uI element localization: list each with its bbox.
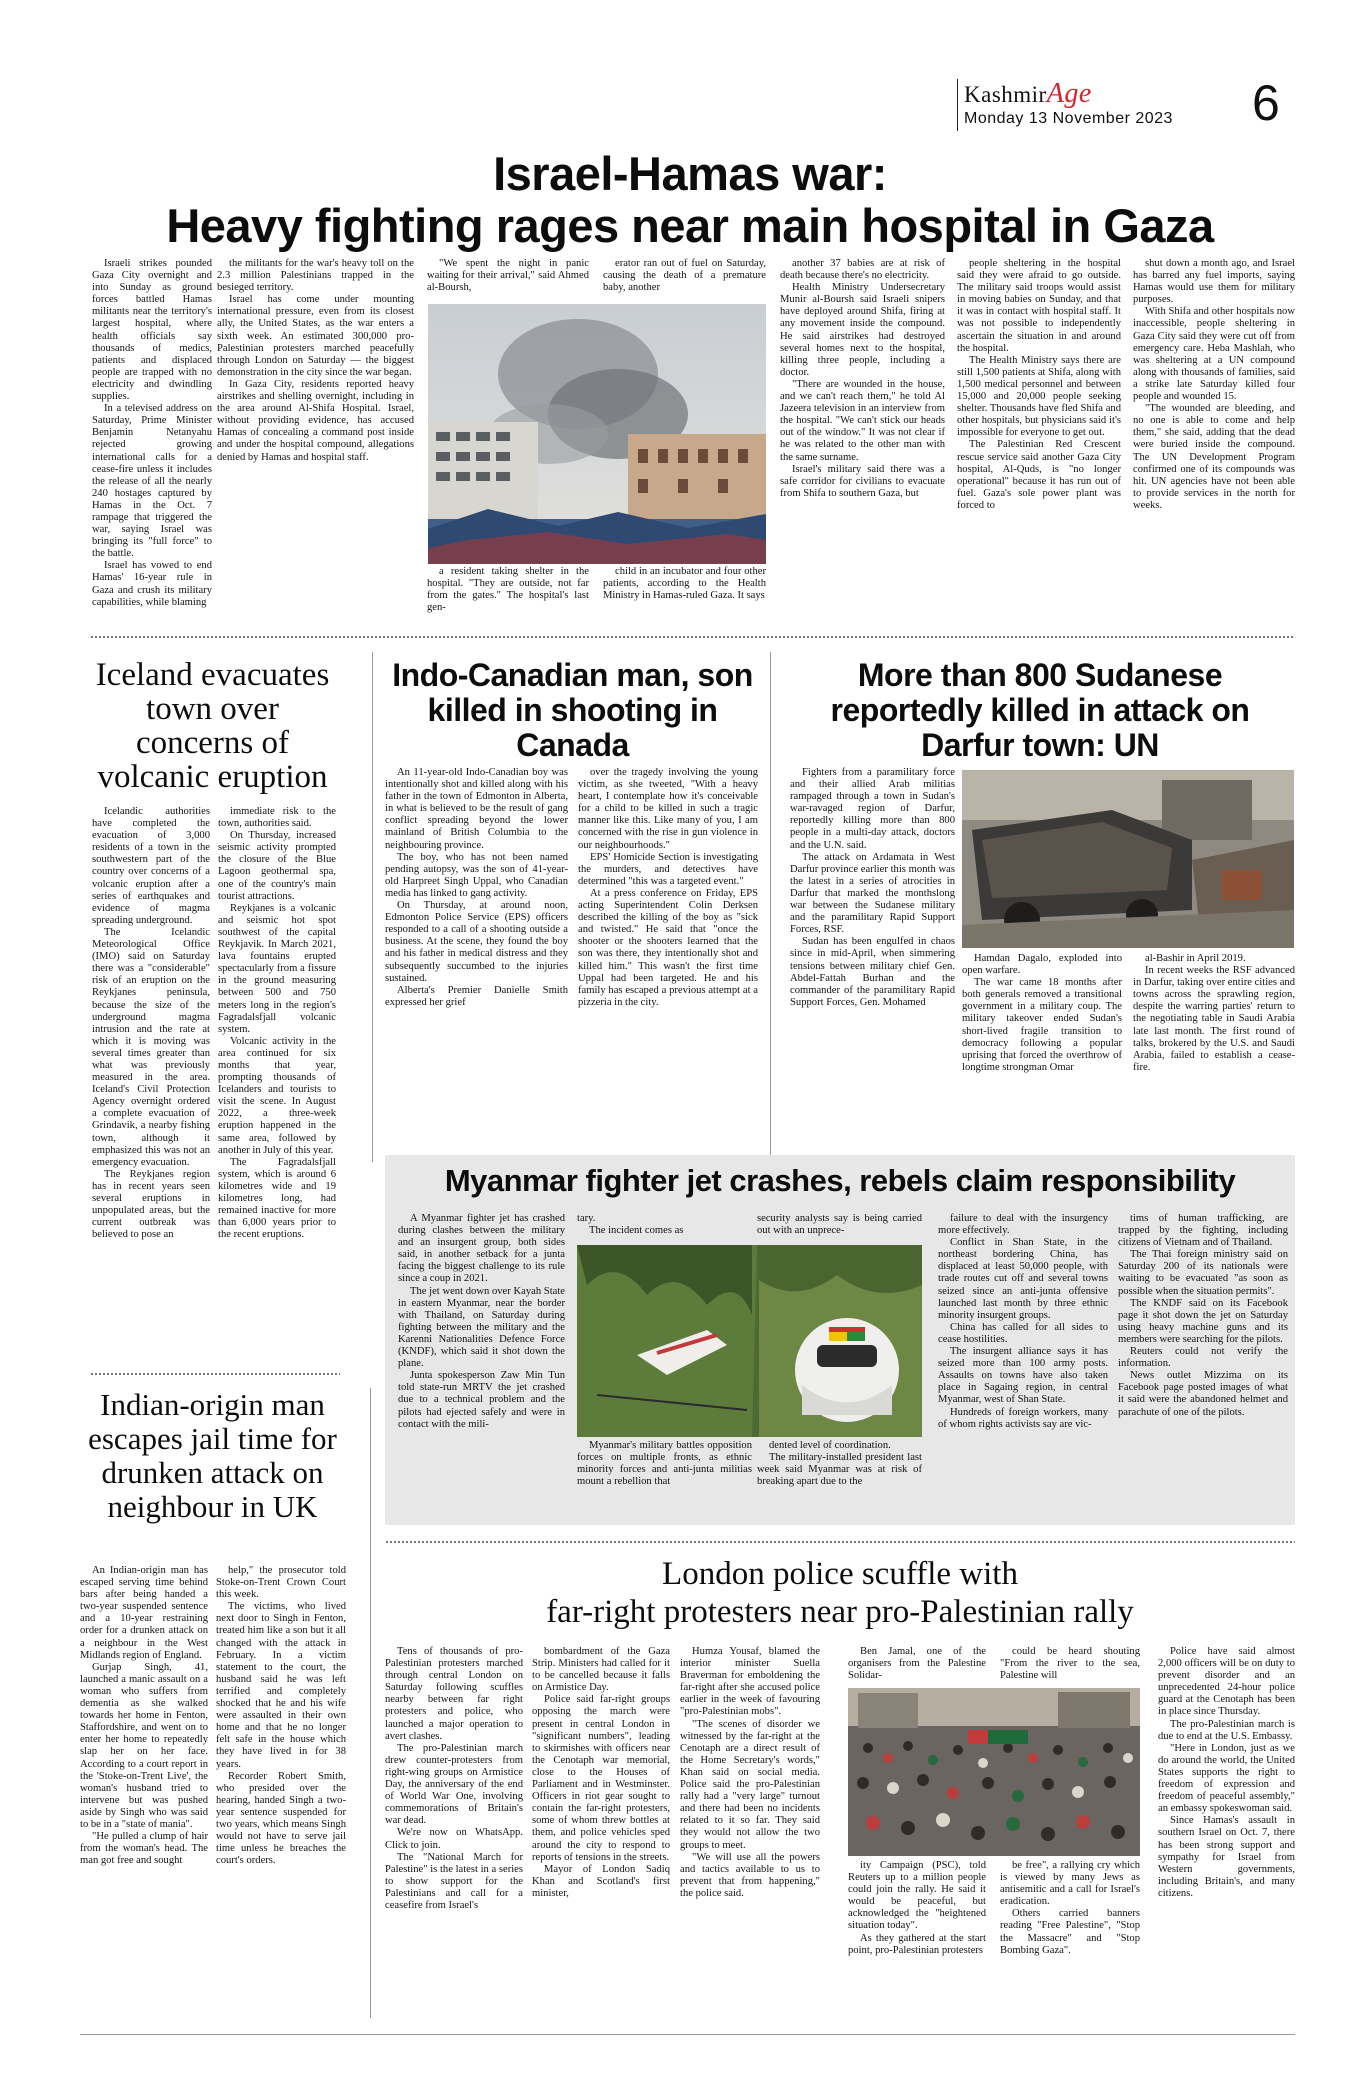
brand-prefix: Kashmir bbox=[964, 82, 1047, 107]
gaza-hospital-photo bbox=[428, 304, 766, 564]
page-bottom-rule bbox=[80, 2034, 1295, 2035]
column-rule bbox=[372, 652, 373, 1162]
lead-col-3-top: "We spent the night in panic waiting for their arrival," said Ahmed al-Boursh, bbox=[427, 258, 589, 294]
section-divider bbox=[90, 1372, 340, 1376]
masthead-divider bbox=[957, 79, 958, 131]
london-col-2: bombardment of the Gaza Strip. Ministers had called for it to be cancelled because it falls on Armistice Day. Police said far-right groups opposing the march were present in central London in "significant numbers", leading to skirmishes with officers near the Cenotaph war memorial, close to the Houses of Parliament and in Westminster. Officers in riot gear sought to contain the far-right protesters, some of whom threw bottles at them, and police vehicles sped around the city to respond to reports of tensions in the streets. Mayor of London Sadiq Khan and Scotland's first minister, bbox=[532, 1646, 670, 1899]
london-col-4-bottom: ity Campaign (PSC), told Reuters up to a million people could join the rally. He said it would be peaceful, but acknowledged the "heightened situation today". As they gathered at the start point, pro-Palestinian protesters bbox=[848, 1860, 986, 1956]
lead-headline bbox=[90, 148, 1290, 252]
lead-col-6: people sheltering in the hospital said they were afraid to go outside. The military said troops would assist in moving babies on Sunday, and that it was in contact with hospital staff. It was not possible to independently ascertain the situation in and around the hospital. The Health Ministry says there are still 1,500 patients at Shifa, along with 1,500 medical personnel and between 15,000 and 20,000 people seeking shelter. Thousands have fled Shifa and other hospitals, but physicians said it's impossible for everyone to get out. The Palestinian Red Crescent rescue service said another Gaza City hospital, Al-Quds, is "no longer operational" because it has run out of fuel. Gaza's sole power plant was forced to bbox=[957, 258, 1121, 511]
myanmar-col-3-bottom: dented level of coordination. The military-installed president last week said Myanmar was at risk of breaking apart due to the bbox=[757, 1440, 922, 1488]
lead-col-2: the militants for the war's heavy toll on the 2.3 million Palestinians trapped in the besieged territory. Israel has come under mounting international pressure, even from its closest ally, the United States, as the war enters a sixth week. An estimated 300,000 pro-Palestinian protesters marched peacefully through London on Saturday — the biggest demonstration in the city since the war began. In Gaza City, residents reported heavy airstrikes and shelling overnight, including in the area around Al-Shifa Hospital. Israel, without providing evidence, has accused Hamas of concealing a command post inside and under the hospital compound, allegations denied by Hamas and hospital staff. bbox=[217, 258, 414, 463]
london-headline-line2: far-right protesters near pro-Palestinian rally bbox=[546, 1594, 1134, 1630]
myanmar-headline: Myanmar fighter jet crashes, rebels claim responsibility bbox=[444, 1163, 1236, 1198]
sudan-col-3: al-Bashir in April 2019. In recent weeks the RSF advanced in Darfur, taking over entire cities and towns across the sprawling region, despite the warring parties' return to the negotiating table in Saudi Arabia late last month. The first round of talks, brokered by the U.S. and Saudi Arabia, failed to establish a cease-fire. bbox=[1133, 953, 1295, 1073]
page-number: 6 bbox=[1252, 75, 1280, 131]
myanmar-col-2-top: tary. The incident comes as bbox=[577, 1213, 684, 1237]
indocan-col-2: over the tragedy involving the young victim, as she tweeted, "With a heavy heart, I contemplate how it's conceivable for a child to be killed in such a tragic manner like this. Like many of you, I am concerned with the rise in gun violence in our neighbourhoods." EPS' Homicide Section is investigating the murders, and detectives have determined "this was a targeted event." At a press conference on Friday, EPS acting Superintendent Colin Derksen described the killing of the boy as "sick and twisted." He said that "once the shooter or the shooters learned that the son was there, they intentionally shot and killed him." This wasn't the first time Uppal had been targeted. He and his family has escaped a previous attempt at a pizzeria in the city. bbox=[578, 767, 758, 1008]
uk-col-2: help," the prosecutor told Stoke-on-Trent Crown Court this week. The victims, who lived next door to Singh in Fenton, treated him like a son but it all changed with the attack in February. In a victim statement to the court, the husband said he was left terrified and completely shocked that he and his wife were assaulted in their own home and that he no longer felt safe in the house which they have lived in for 38 years. Recorder Robert Smith, who presided over the hearing, handed Singh a two-year sentence suspended for two years, which means Singh would not have to serve jail time unless he breaches the court's orders. bbox=[216, 1565, 346, 1867]
section-divider bbox=[90, 635, 1295, 639]
darfur-photo bbox=[962, 770, 1294, 948]
london-col-3: Humza Yousaf, blamed the interior minister Suella Braverman for emboldening the far-right after she accused police earlier in the week of favouring "pro-Palestinian mobs". "The scenes of disorder we witnessed by the far-right at the Cenotaph are a direct result of the Home Secretary's words," Khan said on social media. Police said the pro-Palestinian rally had a "very large" turnout and there had been no incidents related to it so far. They said they would not allow the two groups to meet. "We will use all the powers and tactics available to us to prevent that from happening," the police said. bbox=[680, 1646, 820, 1899]
myanmar-col-5: tims of human trafficking, are trapped by the fighting, including citizens of Vietnam and of Thailand. The Thai foreign ministry said on Saturday 200 of its nationals were waiting to be evacuated "as soon as possible when the situation permits". The KNDF said on its Facebook page it shot down the jet on Saturday using heavy machine guns and its members were searching for the pilots. Reuters could not verify the information. News outlet Mizzima on its Facebook page posted images of what it said were the abandoned helmet and parachute of one of the pilots. bbox=[1118, 1213, 1288, 1418]
iceland-headline: Iceland evacuates town over concerns of volcanic eruption bbox=[95, 657, 330, 795]
london-col-4-top: Ben Jamal, one of the organisers from the Palestine Solidar- bbox=[848, 1646, 986, 1682]
uk-col-1: An Indian-origin man has escaped serving time behind bars after being handed a two-year suspended sentence and a 10-year restraining order for a drunken attack on a neighbour in the West Midlands region of England. Gurjap Singh, 41, launched a manic assault on a woman who suffers from dementia as she walked towards her home in Fenton, Staffordshire, and went on to enter her home to repeatedly slap her on her face. According to a court report in the 'Stoke-on-Trent Live', the woman's husband tried to intervene but was pushed aside by Singh who was said to be in a "state of mania". "He pulled a clump of hair from the woman's head. The man got free and sought bbox=[80, 1565, 208, 1867]
sudan-col-1: Fighters from a paramilitary force and their allied Arab militias rampaged through a town in Sudan's war-ravaged region of Darfur, reportedly killing more than 800 people in a multi-day attack, doctors and the U.N. said. The attack on Ardamata in West Darfur province earlier this month was the latest in a series of atrocities in Darfur that marked the monthslong war between the Sudanese military and the paramilitary Rapid Support Forces, RSF. Sudan has been engulfed in chaos since in mid-April, when simmering tensions between military chief Gen. Abdel-Fattah Burhan and the commander of the paramilitary Rapid Support Forces, Gen. Mohamed bbox=[790, 767, 955, 1008]
lead-col-4-bottom: child in an incubator and four other patients, according to the Health Ministry in Hamas-ruled Gaza. It says bbox=[603, 566, 766, 602]
london-rally-photo bbox=[848, 1688, 1140, 1856]
lead-col-7: shut down a month ago, and Israel has barred any fuel imports, saying Hamas would use them for military purposes. With Shifa and other hospitals now inaccessible, people sheltering in Gaza City said they were cut off from emergency care. Heba Mashlah, who was sheltering at a UN compound along with thousands of families, said a strike late Saturday killed four people and wounded 15. "The wounded are bleeding, and no one is able to come and help them," she said, adding that the dead were buried inside the compound. The UN Development Program confirmed one of its compounds was hit. UN agencies have not been able to provide services in the north for weeks. bbox=[1133, 258, 1295, 511]
issue-date: Monday 13 November 2023 bbox=[964, 110, 1173, 127]
lead-col-4-top: erator ran out of fuel on Saturday, causing the death of a premature baby, another bbox=[603, 258, 766, 294]
masthead-logo bbox=[964, 78, 1092, 110]
indocan-headline: Indo-Canadian man, son killed in shooting in Canada bbox=[392, 657, 753, 763]
myanmar-col-3-top: security analysts say is being carried out with an unprece- bbox=[757, 1213, 922, 1237]
column-rule bbox=[770, 652, 771, 1162]
jet-wreckage-photo bbox=[577, 1245, 922, 1437]
london-col-6: Police have said almost 2,000 officers will be on duty to prevent disorder and an unprecedented 24-hour police guard at the Cenotaph has been in place since Thursday. The pro-Palestinian march is due to end at the U.S. Embassy. "Here in London, just as we do around the world, the United States supports the right to freedom of expression and freedom of peaceful assembly," an embassy spokeswoman said. Since Hamas's assault in southern Israel on Oct. 7, there has been strong support and sympathy for Israel from Western governments, including Britain's, and many citizens. bbox=[1158, 1646, 1295, 1899]
sudan-col-2: Hamdan Dagalo, exploded into open warfare. The war came 18 months after both generals removed a transitional government in a military coup. The military takeover ended Sudan's short-lived fragile transition to democracy following a popular uprising that forced the overthrow of longtime strongman Omar bbox=[962, 953, 1122, 1073]
iceland-col-1: Icelandic authorities have completed the evacuation of 3,000 residents of a town in the southwestern part of the country over concerns of a volcanic eruption after a series of earthquakes and evidence of magma spreading underground. The Icelandic Meteorological Office (IMO) said on Saturday there was a "considerable" risk of an eruption on the Reykjanes peninsula, because the size of the underground magma intrusion and the rate at which it is moving was several times greater than what was previously measured in the area. Iceland's Civil Protection Agency overnight ordered a complete evacuation of Grindavik, a nearby fishing town, although it emphasized this was not an emergency evacuation. The Reykjanes region has in recent years seen several eruptions in unpopulated areas, but the current outbreak was believed to pose an bbox=[92, 806, 210, 1241]
myanmar-col-1: A Myanmar fighter jet has crashed during clashes between the military and an insurgent group, both sides said, in another setback for a junta facing the biggest challenge to its rule since a coup in 2021. The jet went down over Kayah State in eastern Myanmar, near the border with Thailand, on Saturday during fighting between the military and the Karenni Nationalities Defence Force (KNDF), which said it shot down the plane. Junta spokesperson Zaw Min Tun told state-run MRTV the jet crashed due to a technical problem and the pilots had ejected safely and were in contact with the mili- bbox=[398, 1213, 565, 1430]
lead-headline-line1: Israel-Hamas war: bbox=[493, 147, 887, 200]
london-col-5-top: could be heard shouting "From the river to the sea, Palestine will bbox=[1000, 1646, 1140, 1682]
lead-headline-line2: Heavy fighting rages near main hospital in Gaza bbox=[166, 199, 1214, 252]
myanmar-col-4: failure to deal with the insurgency more effectively. Conflict in Shan State, in the northeast bordering China, has displaced at least 50,000 people, with trade routes cut off and several towns seized since an anti-junta offensive launched last month by three ethnic minority insurgent groups. China has called for all sides to cease hostilities. The insurgent alliance says it has seized more than 100 army posts. Assaults on towns have also taken place in Sagaing region, in central Myanmar, west of Shan State. Hundreds of foreign workers, many of whom rights activists say are vic- bbox=[938, 1213, 1108, 1430]
section-divider bbox=[385, 1540, 1295, 1544]
london-col-1: Tens of thousands of pro-Palestinian protesters marched through central London on Saturday following scuffles nearby between far right protesters and police, who launched a major operation to avert clashes. The pro-Palestinian march drew counter-protesters from right-wing groups on Armistice Day, the anniversary of the end of World War One, involving commemorations of Britain's war dead. We're now on WhatsApp. Click to join. The "National March for Palestine" is the latest in a series to show support for the Palestinians and call for a ceasefire from Israel's bbox=[385, 1646, 523, 1911]
column-rule bbox=[370, 1388, 371, 2018]
london-headline-line1: London police scuffle with bbox=[662, 1556, 1018, 1592]
london-col-5-bottom: be free", a rallying cry which is viewed by many Jews as antisemitic and a call for Israel's eradication. Others carried banners reading "Free Palestine", "Stop the Massacre" and "Stop Bombing Gaza". bbox=[1000, 1860, 1140, 1956]
iceland-col-2: immediate risk to the town, authorities said. On Thursday, increased seismic activity prompted the closure of the Blue Lagoon geothermal spa, one of the country's main tourist attractions. Reykjanes is a volcanic and seismic hot spot southwest of the capital Reykjavik. In March 2021, lava fountains erupted spectacularly from a fissure in the ground measuring between 500 and 750 meters long in the region's Fagradalsfjall volcanic system. Volcanic activity in the area continued for six months that year, prompting thousands of Icelanders and tourists to visit the scene. In August 2022, a three-week eruption happened in the same area, followed by another in July of this year. The Fagradalsfjall system, which is around 6 kilometres wide and 19 kilometres long, had remained inactive for more than 6,000 years prior to the recent eruptions. bbox=[218, 806, 336, 1241]
myanmar-col-2-bottom: Myanmar's military battles opposition forces on multiple fronts, as ethnic minority forces and anti-junta militias mount a rebellion that bbox=[577, 1440, 752, 1488]
lead-col-3-bottom: a resident taking shelter in the hospital. "They are outside, not far from the gates." The hospital's last gen- bbox=[427, 566, 589, 614]
lead-col-5: another 37 babies are at risk of death because there's no electricity. Health Ministry Undersecretary Munir al-Boursh said Israeli snipers have deployed around Shifa, firing at any movement inside the compound. He said airstrikes had destroyed several homes next to the hospital, killing three people, including a doctor. "There are wounded in the house, and we can't reach them," he told Al Jazeera television in an interview from the hospital. "We can't stick our heads out of the window." It was not clear if he was related to the other man with the same surname. Israel's military said there was a safe corridor for civilians to evacuate from Shifa to southern Gaza, but bbox=[780, 258, 945, 499]
sudan-headline: More than 800 Sudanese reportedly killed in attack on Darfur town: UN bbox=[830, 657, 1250, 763]
indocan-col-1: An 11-year-old Indo-Canadian boy was intentionally shot and killed along with his father in the town of Edmonton in Alberta, in what is believed to be the result of gang conflict spreading beyond the lower mainland of British Columbia to the neighbouring province. The boy, who has not been named pending autopsy, was the son of 41-year-old Harpreet Singh Uppal, who Canadian media has linked to gang activity. On Thursday, at around noon, Edmonton Police Service (EPS) officers responded to a call of a shooting outside a business. At the scene, they found the boy and his father in medical distress and they subsequently succumbed to the injuries sustained. Alberta's Premier Danielle Smith expressed her grief bbox=[385, 767, 568, 1008]
london-headline bbox=[380, 1555, 1300, 1631]
lead-col-1: Israeli strikes pounded Gaza City overnight and into Sunday as ground forces battled Hamas militants near the territory's largest hospital, where health officials say thousands of medics, patients and displaced people are trapped with no electricity and dwindling supplies. In a televised address on Saturday, Prime Minister Benjamin Netanyahu rejected growing international calls for a cease-fire unless it includes the release of all the nearly 240 hostages captured by Hamas in the Oct. 7 rampage that triggered the war, saying Israel was bringing its "full force" to the battle. Israel has vowed to end Hamas' 16-year rule in Gaza and crush its military capabilities, while blaming bbox=[92, 258, 212, 608]
brand-suffix: Age bbox=[1046, 78, 1092, 109]
uk-headline: Indian-origin man escapes jail time for drunken attack on neighbour in UK bbox=[88, 1387, 337, 1524]
